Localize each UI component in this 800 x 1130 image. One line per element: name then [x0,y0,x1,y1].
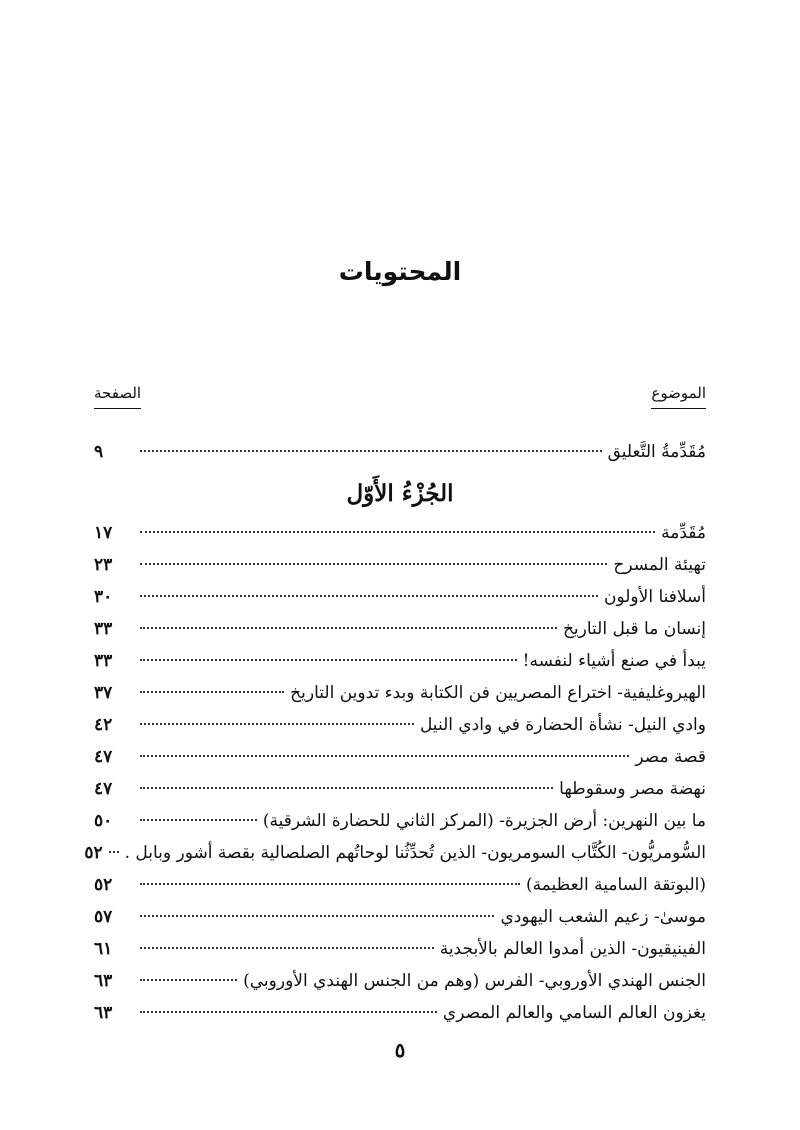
toc-entry-title: إنسان ما قبل التاريخ [562,619,706,639]
toc-entry-title: الفينيقيون- الذين أمدوا العالم بالأبجدية [439,939,706,959]
toc-entry-page: ٥٠ [94,811,113,831]
dot-leader [140,531,655,533]
dot-leader [140,1011,437,1013]
page-column-header: الصفحة [94,384,141,409]
toc-entry [94,436,706,468]
dot-leader [140,563,607,565]
toc-entry [94,709,706,741]
dot-leader [140,723,414,725]
toc-entry-page: ٣٧ [94,683,113,703]
toc-intro-list [94,436,706,468]
part-heading: الجُزْءُ الأَوّل [346,480,454,507]
dot-leader [140,787,553,789]
toc-entry-page: ٥٢ [94,875,113,895]
toc-entry-page: ٦١ [94,939,113,959]
toc-entry-page: ٣٠ [94,587,113,607]
toc-entry-title: نهضة مصر وسقوطها [559,779,706,799]
toc-entry [84,837,706,869]
toc-entry-page: ٤٢ [94,715,113,735]
dot-leader [140,659,517,661]
dot-leader [140,819,257,821]
toc-entry [94,805,706,837]
dot-leader [109,851,119,853]
toc-entry-page: ٢٣ [94,555,113,575]
toc-list [84,517,706,1029]
toc-entry-title: مُقَدِّمة [661,523,706,543]
toc-entry-page: ٣٣ [94,651,113,671]
toc-entry [94,613,706,645]
toc-entry-title: (البوتقة السامية العظيمة) [525,875,706,895]
toc-entry [94,965,706,997]
dot-leader [140,915,494,917]
dot-leader [140,691,284,693]
toc-entry-page: ٦٣ [94,971,113,991]
toc-entry-title: مُقَدِّمةُ التَّعليق [607,442,706,462]
dot-leader [140,979,237,981]
toc-entry-page: ٤٧ [94,747,113,767]
toc-entry-title: الهيروغليفية- اختراع المصريين فن الكتابة وبدء تدوين التاريخ [290,683,706,703]
dot-leader [140,595,598,597]
toc-entry-title: يغزون العالم السامي والعالم المصري [442,1003,706,1023]
dot-leader [140,883,520,885]
toc-entry [94,997,706,1029]
dot-leader [140,755,629,757]
toc-entry [94,933,706,965]
toc-entry-page: ٩ [94,442,104,462]
dot-leader [140,450,602,452]
toc-entry-title: ما بين النهرين: أرض الجزيرة- (المركز الثاني للحضارة الشرقية) [262,811,706,831]
toc-entry-page: ٥٢ [84,843,103,863]
dot-leader [140,947,434,949]
toc-entry-title: قصة مصر [635,747,706,767]
toc-entry-title: وادي النيل- نشأة الحضارة في وادي النيل [419,715,706,735]
toc-entry-page: ٤٧ [94,779,113,799]
toc-entry-page: ٦٣ [94,1003,113,1023]
toc-entry-title: موسىٰ- زعيم الشعب اليهودي [500,907,706,927]
toc-entry [94,677,706,709]
toc-entry [94,581,706,613]
toc-entry-page: ١٧ [94,523,113,543]
toc-entry [94,741,706,773]
topic-column-header: الموضوع [651,384,706,409]
toc-entry [94,773,706,805]
toc-entry-title: السُّومريُّون- الكُتَّاب السومريون- الذين تُحدِّثُنا لوحاتُهم الصلصالية بقصة أشور وبابل . [124,843,706,863]
dot-leader [140,627,557,629]
toc-entry-page: ٥٧ [94,907,113,927]
toc-header [94,384,706,414]
toc-entry [94,901,706,933]
toc-entry [94,645,706,677]
toc-entry-title: يبدأ في صنع أشياء لنفسه! [522,651,706,671]
toc-entry [94,517,706,549]
toc-entry-title: الجنس الهندي الأوروبي- الفرس (وهم من الجنس الهندي الأوروبي) [243,971,706,991]
page-number: ٥ [394,1038,406,1062]
toc-entry-title: تهيئة المسرح [613,555,706,575]
toc-entry-page: ٣٣ [94,619,113,639]
page-title: المحتويات [338,257,462,286]
toc-entry [94,869,706,901]
toc-entry-title: أسلافنا الأولون [603,587,706,607]
toc-entry [94,549,706,581]
